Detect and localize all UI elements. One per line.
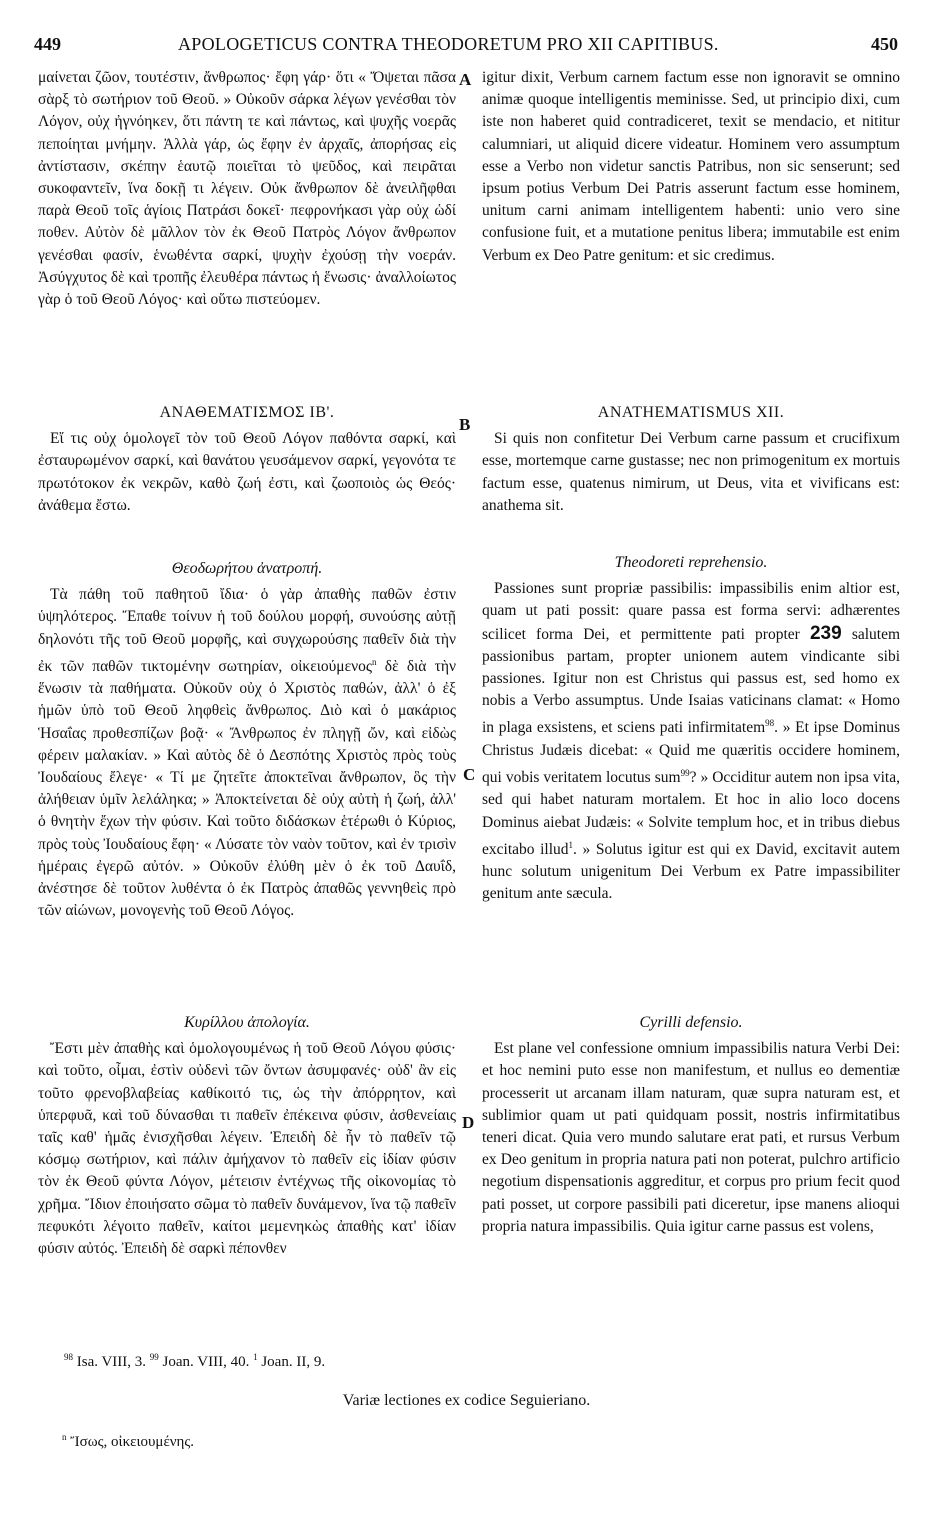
footnote-text-98: Isa. VIII, 3. [73, 1354, 150, 1370]
latin-opening-block [482, 67, 900, 267]
footnote-mark-99: 99 [149, 1352, 159, 1362]
latin-theodoret-text-part5: . » Solutus igitur est qui ex David, excitavit autem hunc solutum unigenitum Dei Verbum ex Patre impassibiliter genitum ante sæcula. [482, 840, 900, 903]
greek-theodoret-text-part1: Τὰ πάθη τοῦ παθητοῦ ἴδια· ὁ γὰρ ἀπαθὴς παθῶν ἐστιν ὑψηλότερος. Ἔπαθε τοίνυν ἡ τοῦ δούλου μορφή, συνούσης αὐτῇ δηλονότι τῆς τοῦ Θεοῦ μορφῆς, καὶ συγχωρούσης παθεῖν διὰ τὴν ἐκ τῶν παθῶν τικτομένην σωτηρίαν, οἰκειούμενος [38, 586, 456, 675]
greek-anathema-block [38, 402, 456, 517]
greek-opening-paragraph: μαίνεται ζῶον, τουτέστιν, ἄνθρωπος· ἔφη γάρ· ὅτι « Ὄψεται πᾶσα σὰρξ τὸ σωτήριον τοῦ Θεοῦ. » Οὐκοῦν σάρκα λέγων γενέσθαι τὸν Λόγον, οὐχ ἠγνόηκεν, ὅτι πάντη τε καὶ πάντως, καὶ ψυχῆς νοερᾶς πεποίηται μνήμην. Ἀλλὰ γάρ, ὡς ἔφην ἐν ἀρχαῖς, ἀπορήσας εἰς ἀντίστασιν, σκέπην ἑαυτῷ ποιεῖται τὸ ψεῦδος, καὶ πειρᾶται συκοφαντεῖν, ἵνα δοκῇ τι λέγειν. Οὐκ ἄνθρωπον δὲ ἀνειλῆφθαι παρὰ Θεοῦ τοῖς ἁγίοις Πατράσι δοκεῖ· πεφρονήκασι γὰρ οὐχ ὡδί ποθεν. Αὐτὸν δὲ μᾶλλον τὸν ἐκ Θεοῦ Πατρὸς Λόγον ἄνθρωπον γενέσθαι φασίν, ἑνωθέντα σαρκί, ψυχὴν ἐχούσῃ τὴν νοεράν. Ἀσύγχυτος δὲ καὶ τροπῆς ἐλευθέρα πάντως ἡ ἕνωσις· ἀναλλοίωτος γὰρ ὁ τοῦ Θεοῦ Λόγος· καὶ οὕτω πιστεύομεν. [38, 69, 456, 309]
variant-text: Ἴσως, οἰκειουμένης. [66, 1434, 195, 1450]
latin-theodoret-text-part1: Passiones sunt propriæ passibilis: impassibilis enim altior est, quam ut pati possit: quare passa est forma servi: adhærentes scilicet forma Dei, et permittente pati propter [482, 580, 900, 643]
margin-letter-d: D [462, 1113, 475, 1132]
greek-theodoret-text [38, 584, 456, 922]
greek-theodoret-block [38, 558, 456, 922]
greek-anathema-heading: ΑΝΑΘΕΜΑΤΙΣΜΟΣ ΙΒ'. [159, 404, 335, 421]
page-number-right: 450 [871, 34, 898, 54]
running-title: APOLOGETICUS CONTRA THEODORETUM PRO XII CAPITIBUS. [178, 34, 719, 54]
column-number-marker: 239 [809, 622, 842, 644]
latin-theodoret-text-part4: ? » Occiditur autem non ipsa vita, sed qui habet naturam mortalem. Et hoc in alio loco docens Dominus aiebat Judæis: « Solvite templum hoc, et in tribus diebus excitabo illud [482, 769, 900, 858]
greek-theodoret-text-part2: δὲ διὰ τὴν ἕνωσιν τὰ παθήματα. Οὐκοῦν οὐχ ὁ Χριστὸς παθών, ἀλλ' ὁ ἐξ ἡμῶν ὑπὸ τοῦ Θεοῦ ληφθεὶς ἄνθρωπος. Διὸ καὶ ὁ μακάριος Ἡσαΐας προθεσπίζων βοᾷ· « Ἄνθρωπος ἐν πληγῇ ὤν, καὶ εἰδὼς φέρειν μαλακίαν. » Καὶ αὐτὸς δὲ ὁ Δεσπότης Χριστὸς πρὸς τοὺς Ἰουδαίους ἔλεγε· « Τί με ζητεῖτε ἀποκτεῖναι ἄνθρωπον, ὃς τὴν ἀλήθειαν ὑμῖν λελάληκα; » Ἀποκτείνεται δὲ οὐχ αὐτὴ ἡ ζωή, ἀλλ' ὁ θνητὴν ἔχων τὴν φύσιν. Καὶ τοῦτο διδάσκων ἑτέρωθι ὁ Κύριος, πρὸς τοὺς Ἰουδαίους ἔφη· « Λύσατε τὸν ναὸν τοῦτον, καὶ ἐν τρισὶν ἡμέραις ἐγερῶ αὐτόν. » Οὐκοῦν ἐλύθη μὲν ὁ ἐκ τοῦ Δαυΐδ, ἀνέστησε δὲ τοῦτον λυθέντα ὁ ἐκ Πατρὸς ἀπαθῶς γεννηθεὶς πρὸ τῶν αἰώνων, μονογενὴς τοῦ Θεοῦ Λόγος. [38, 657, 457, 920]
page-number-left: 449 [34, 34, 61, 54]
greek-anathema-text: Εἴ τις οὐχ ὁμολογεῖ τὸν τοῦ Θεοῦ Λόγον παθόντα σαρκί, καὶ ἐσταυρωμένον σαρκί, καὶ θανάτου γευσάμενον σαρκί, γεγονότα τε πρωτότοκον ἐκ νεκρῶν, καθὸ ζωή ἐστι, καὶ ζωοποιὸς ὡς Θεός· ἀνάθεμα ἔστω. [38, 430, 456, 514]
footnote-reference-1: 1 [568, 839, 574, 850]
greek-cyril-text: Ἔστι μὲν ἀπαθὴς καὶ ὁμολογουμένως ἡ τοῦ Θεοῦ Λόγου φύσις· καὶ τοῦτο, οἶμαι, ἐστὶν οὐδενὶ τῶν ὄντων ἀσυμφανές· οὐδ' ἂν εἰς τοῦτο φρενοβλαβείας καθίκοιτό τις, ὡς τὴν ἀπόρρητον, καὶ ὑπερφυᾶ, καὶ τοῦ δύνασθαι τι παθεῖν ἐπέκεινα φύσιν, ἀσθενείαις ταῖς καθ' ἡμᾶς ἐνισχῆσθαι λέγειν. Ἐπειδὴ δὲ ἦν τὸ παθεῖν τῷ κόσμῳ σωτήριον, καὶ πάλιν ἀμήχανον τὸ παθεῖν εἰς ἰδίαν φύσιν τὸν ἐκ Θεοῦ φύντα Λόγον, μέτεισιν ἐντέχνως τῆς οἰκονομίας τὸ χρῆμα. Ἴδιον ἐποιήσατο σῶμα τὸ παθεῖν δυνάμενον, ἵνα τῷ παθεῖν πεφυκότι λέγοιτο παθεῖν, καίτοι μεμενηκὼς ἀπαθὴς κατ' ἰδίαν φύσιν αὐτός. Ἐπειδὴ δὲ σαρκὶ πέπονθεν [38, 1040, 456, 1258]
variae-lectiones-heading: Variæ lectiones ex codice Seguieriano. [342, 1392, 591, 1409]
latin-theodoret-heading: Theodoreti reprehensio. [614, 554, 768, 571]
latin-cyril-block [482, 1012, 900, 1238]
latin-theodoret-text-part2: salutem passionibus partam, propter unionem autem vindicante sibi passiones. Igitur non est Christus qui passus est, sed homo ex nobis a Verbo assumptus. Unde Isaias vaticinans clamat: « Homo in plaga exsistens, et sciens pati infirmitatem [482, 625, 901, 737]
latin-opening-paragraph: igitur dixit, Verbum carnem factum esse non ignoravit se omnino animæ quoque intelligentis meminisse. Sed, ut principio dixi, cum iste non haberet quid contradiceret, texit se mendacio, et nititur calumniari, ut aliquid dicere videatur. Hominem vero assumptum esse a Verbo non videtur sanctis Patribus, non sic senserunt; sed ipsum potius Verbum Dei Patris asserunt factum esse hominem, unitum carni animam intelligentem habenti: unio vero sine confusione fuit, et a mutatione penitus libera; immutabile est enim Verbum ex Deo Patre genitum: et sic credimus. [482, 69, 900, 264]
latin-anathema-heading: ANATHEMATISMUS XII. [597, 404, 785, 421]
greek-cyril-block [38, 1012, 456, 1260]
latin-anathema-text: Si quis non confitetur Dei Verbum carne passum et crucifixum esse, mortemque carne gustasse; nec non primogenitum ex mortuis factum esse, quatenus nimirum, ut Deus, vita et vivificans est: anathema sit. [482, 430, 900, 514]
latin-anathema-block [482, 402, 900, 517]
variant-mark: n [62, 1432, 67, 1442]
latin-cyril-heading: Cyrilli defensio. [639, 1014, 743, 1031]
greek-opening-block [38, 67, 456, 311]
margin-letter-b: B [459, 415, 471, 434]
margin-letter-a: A [459, 70, 472, 89]
latin-theodoret-text [482, 578, 900, 905]
greek-theodoret-heading: Θεοδωρήτου ἀνατροπή. [171, 560, 323, 577]
footnote-reference-98: 98 [765, 718, 775, 729]
footnote-text-99: Joan. VIII, 40. [158, 1354, 254, 1370]
footnote-mark-98: 98 [64, 1352, 73, 1362]
footnote-text-1: Joan. II, 9. [257, 1354, 326, 1370]
variant-reading [62, 1432, 194, 1451]
footnotes [64, 1352, 325, 1371]
footnote-reference-99: 99 [680, 767, 690, 778]
margin-letter-c: C [463, 765, 476, 784]
page-header [28, 34, 898, 60]
variant-reference-n: n [372, 656, 377, 667]
latin-theodoret-block [482, 552, 900, 906]
latin-theodoret-text-part3: . » Et ipse Dominus Christus Judæis dicebat: « Quid me quæritis occidere hominem, qui vobis veritatem locutus sum [482, 719, 900, 787]
latin-cyril-text: Est plane vel confessione omnium impassibilis natura Verbi Dei: et hoc nemini puto esse non manifestum, et nullus eo dementiæ processerit ut arcanam illam naturam, quæ supra naturam est, et sublimior quam ut pati quidquam possit, nostris infirmitatibus teneri dicat. Quia vero mundo salutare erat pati, et rursus Verbum ex Deo genitum in propria natura pati non poterat, pulchro artificio negotium dispensationis aggreditur, et corpus pro prium fecit quod pati posset, ut corpore passibili pati diceretur, ipse manens alioqui propria natura impassibilis. Quia igitur carne passus est volens, [482, 1040, 900, 1235]
greek-cyril-heading: Κυρίλλου ἀπολογία. [184, 1014, 310, 1031]
footnote-mark-1: 1 [253, 1352, 258, 1362]
